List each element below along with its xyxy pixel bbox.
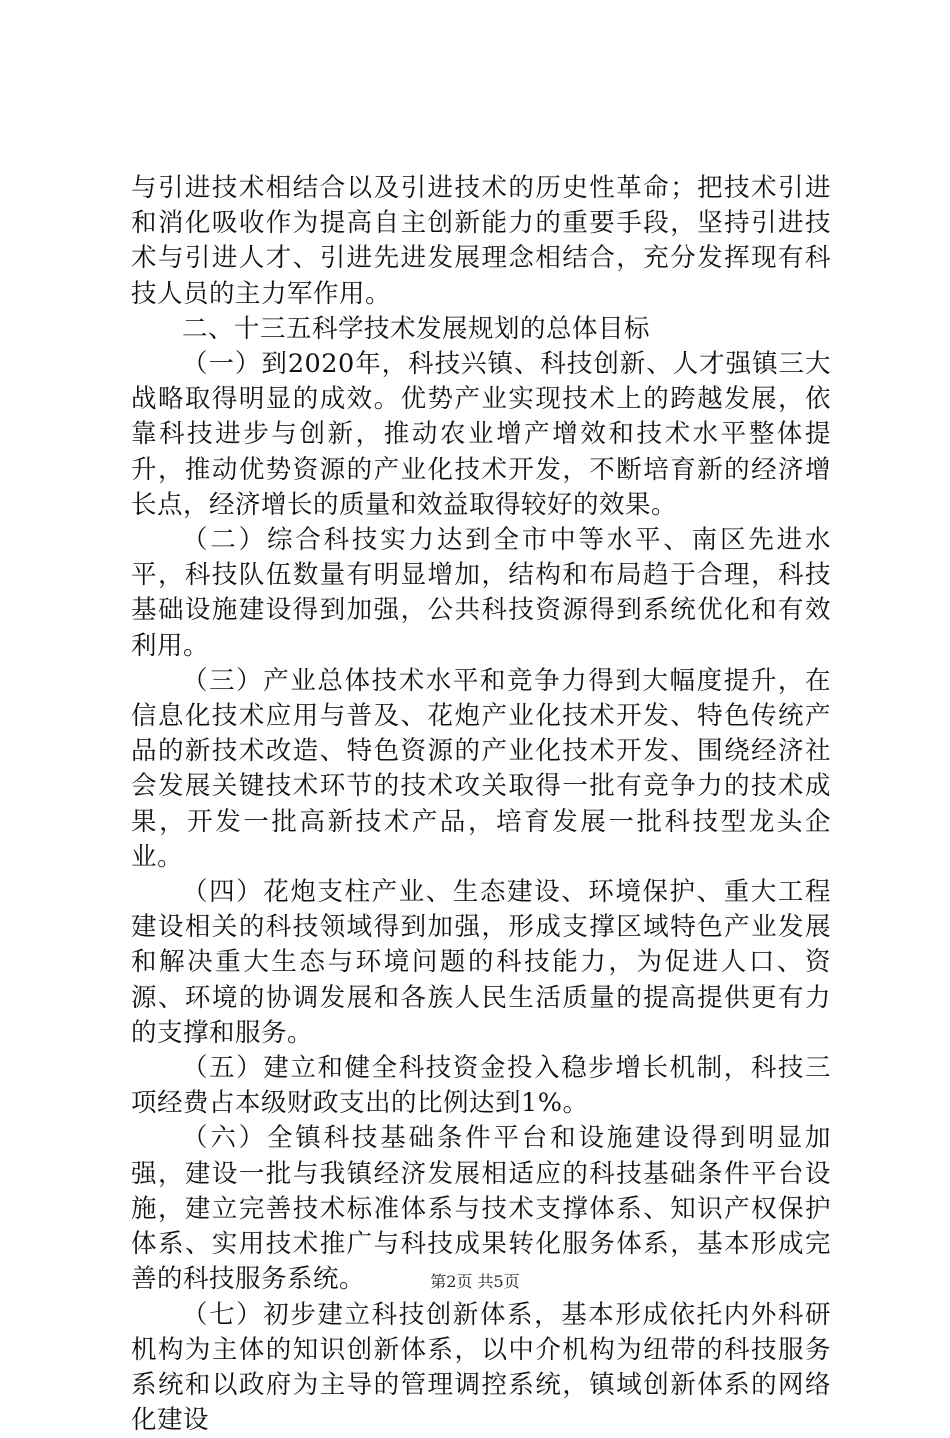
- paragraph-goal-3: （三）产业总体技术水平和竞争力得到大幅度提升，在信息化技术应用与普及、花炮产业化技术开发、特色传统产品的新技术改造、特色资源的产业化技术开发、围绕经济社会发展关键技术环节的技术攻关取得一批有竞争力的技术成果，开发一批高新技术产品，培育发展一批科技型龙头企业。: [131, 664, 831, 875]
- paragraph-goal-7: （七）初步建立科技创新体系，基本形成依托内外科研机构为主体的知识创新体系，以中介机构为纽带的科技服务系统和以政府为主导的管理调控系统，镇域创新体系的网络化建设: [131, 1298, 831, 1438]
- paragraph-goal-1: （一）到2020年，科技兴镇、科技创新、人才强镇三大战略取得明显的成效。优势产业实现技术上的跨越发展，依靠科技进步与创新，推动农业增产增效和技术水平整体提升，推动优势资源的产业化技术开发，不断培育新的经济增长点，经济增长的质量和效益取得较好的效果。: [131, 347, 831, 523]
- paragraph-goal-4: （四）花炮支柱产业、生态建设、环境保护、重大工程建设相关的科技领域得到加强，形成支撑区域特色产业发展和解决重大生态与环境问题的科技能力，为促进人口、资源、环境的协调发展和各族人民生活质量的提高提供更有力的支撑和服务。: [131, 875, 831, 1051]
- paragraph-goal-6: （六）全镇科技基础条件平台和设施建设得到明显加强，建设一批与我镇经济发展相适应的科技基础条件平台设施，建立完善技术标准体系与技术支撑体系、知识产权保护体系、实用技术推广与科技成果转化服务体系，基本形成完善的科技服务系统。: [131, 1121, 831, 1297]
- body-text: [131, 171, 831, 1438]
- page-number-footer: 第2页 共5页: [0, 1272, 950, 1292]
- section-heading: 二、十三五科学技术发展规划的总体目标: [131, 312, 831, 347]
- paragraph-continuation: 与引进技术相结合以及引进技术的历史性革命；把技术引进和消化吸收作为提高自主创新能力的重要手段，坚持引进技术与引进人才、引进先进发展理念相结合，充分发挥现有科技人员的主力军作用。: [131, 171, 831, 312]
- paragraph-goal-5: （五）建立和健全科技资金投入稳步增长机制，科技三项经费占本级财政支出的比例达到1%。: [131, 1051, 831, 1121]
- paragraph-goal-2: （二）综合科技实力达到全市中等水平、南区先进水平，科技队伍数量有明显增加，结构和布局趋于合理，科技基础设施建设得到加强，公共科技资源得到系统优化和有效利用。: [131, 523, 831, 664]
